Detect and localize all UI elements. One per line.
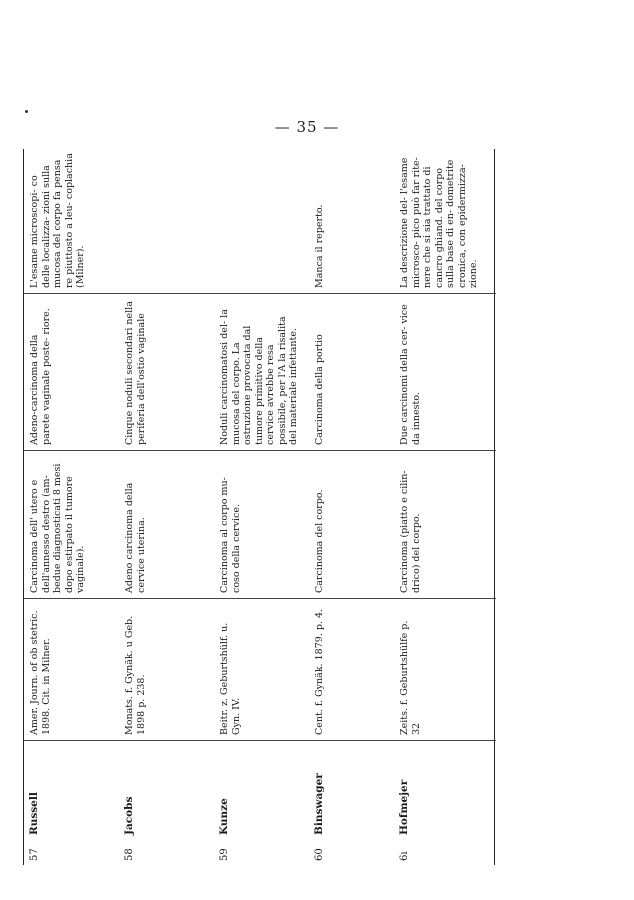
author-name: Russell [28, 792, 40, 835]
table-row [25, 149, 120, 865]
primary-tumor: Carcinoma al corpo mu- coso della cervice. [219, 477, 242, 593]
primary-tumor: Adeno carcinoma della cervice uterina. [124, 482, 147, 593]
secondary-localization: Adeno-carcinoma della parete vaginale poste- riore. [29, 308, 52, 445]
case-table [23, 149, 496, 865]
case-number: 6ı [399, 851, 410, 861]
secondary-localization: Due carcinomi della cer- vice da innesto. [399, 304, 422, 445]
secondary-localization: Noduli carcinomatosi del- la mucosa del corpo. La ostruzione provocata dal tumore primitivo della cervice avrebbe resa possibile, per l'A la risalita del materiale infettante. [219, 309, 299, 445]
source-citation: Monats. f. Gynäk. u Geb. 1898 p. 238. [124, 615, 147, 735]
source-citation: Zeits. f. Geburtshülfe p. 32 [399, 620, 422, 735]
stray-mark [25, 110, 28, 113]
primary-tumor: Carcinoma del corpo. [314, 489, 325, 593]
table-row [120, 149, 215, 865]
source-citation: Amer. Journ. of ob stetric. 1898. Cit. in Milner. [29, 610, 52, 735]
case-number: 58 [124, 848, 135, 861]
table-row [215, 149, 310, 865]
table-top-rule [23, 149, 24, 865]
remarks [120, 149, 215, 294]
case-table-rotated [23, 149, 496, 865]
source-citation: Cent. f. Gynäk. 1879. p. 4. [314, 608, 325, 735]
table-row [395, 149, 490, 865]
secondary-localization: Cinque noduli secondari nella periferia dell'ostio vaginale [124, 301, 147, 445]
source-citation: Beitr. z. Geburtshülf. u. Gyn. IV. [219, 622, 242, 735]
secondary-localization: Carcinoma della portio [314, 334, 325, 445]
remarks: La descrizione del- l'esame microsco- pico può far rite- nere che si sia trattato di cancro ghiand. del corpo sulla base di en- dometrite cronica, con epidermizza- zione. [399, 157, 479, 288]
case-number: 57 [29, 848, 40, 861]
primary-tumor: Carcinoma dell' utero e dell'annesso destro (am- bedue diagnosticati 8 mesi dopo estirpato il tumore vaginale). [29, 463, 86, 593]
author-name: Binswager [313, 773, 325, 835]
author-name: Jacobs [123, 796, 135, 835]
author-name: Kunze [218, 798, 230, 835]
table-bottom-rule [494, 149, 495, 865]
remarks: Manca il reperto. [314, 204, 325, 288]
case-number: 59 [219, 848, 230, 861]
page-number: — 35 — [274, 118, 340, 136]
table-row [310, 149, 405, 865]
primary-tumor: Carcinoma (piatto e cilin- drico) del corpo. [399, 470, 422, 593]
case-number: 60 [314, 848, 325, 861]
author-name: Hofmejer [398, 779, 410, 835]
remarks: L'esame microscopi- co delle localizza- zioni sulla mucosa del corpo fa pensa re piuttosto a leu- coplachia (Milner). [29, 153, 86, 288]
remarks [215, 149, 310, 294]
